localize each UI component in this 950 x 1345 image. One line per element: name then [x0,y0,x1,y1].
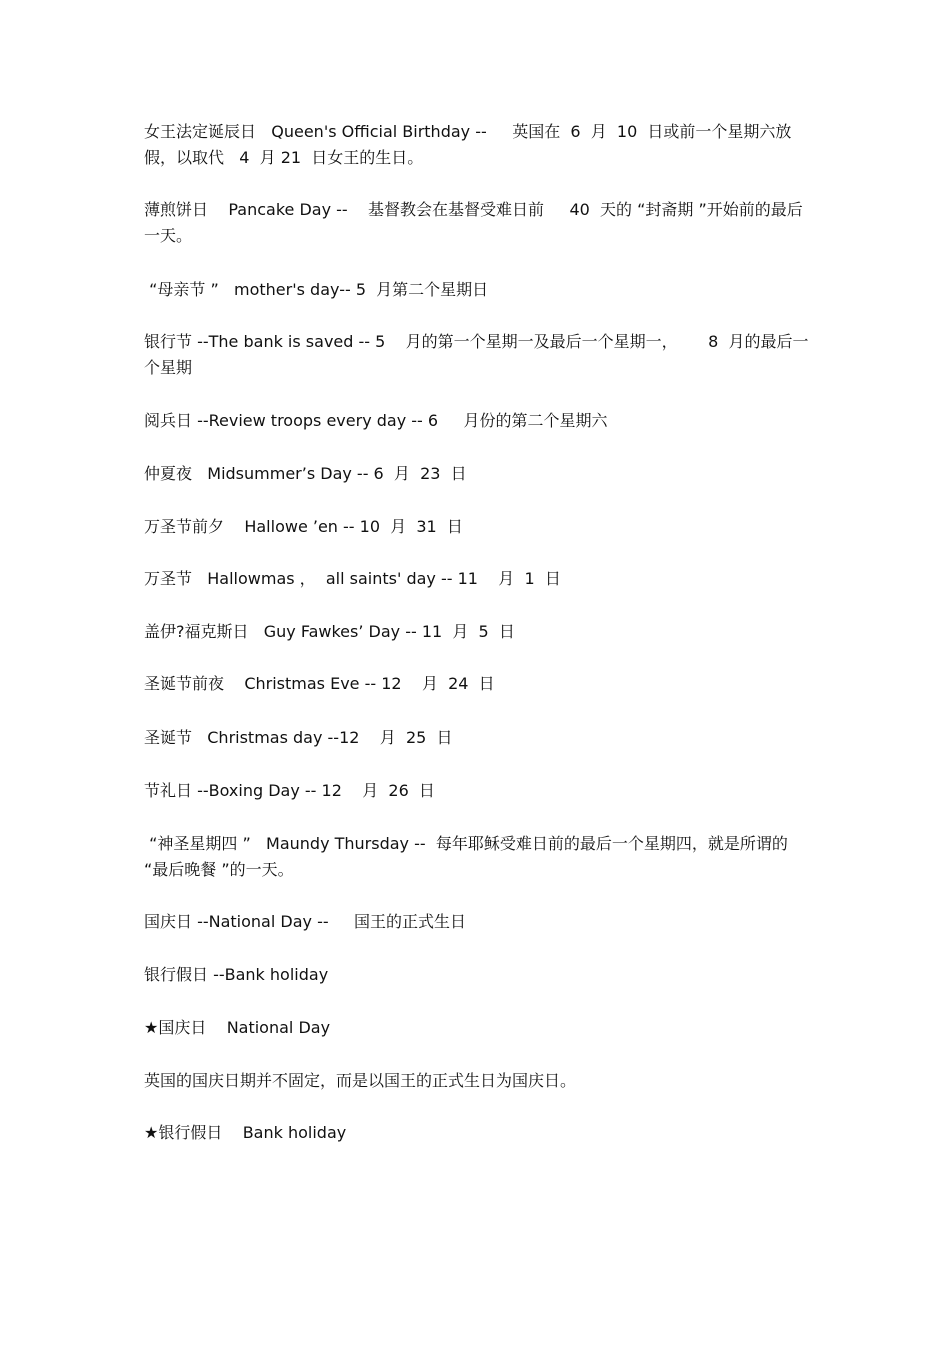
heading-national-day: ★国庆日 National Day [144,1018,331,1037]
paragraph-review-troops: 阅兵日 --Review troops every day -- 6 月份的第二个星期六 [144,411,608,430]
paragraph-bank-holiday: 银行假日 --Bank holiday [144,965,329,984]
paragraph-christmas-eve: 圣诞节前夜 Christmas Eve -- 12 月 24 日 [144,674,495,693]
paragraph-midsummer: 仲夏夜 Midsummer’s Day -- 6 月 23 日 [144,464,467,483]
heading-bank-holiday: ★银行假日 Bank holiday [144,1123,347,1142]
paragraph-national-day-note: 英国的国庆日期并不固定，而是以国王的正式生日为国庆日。 [144,1071,577,1090]
paragraph-pancake-day: 薄煎饼日 Pancake Day -- 基督教会在基督受难日前 40 天的 “封斋期 ”开始前的最后一天。 [144,200,803,245]
paragraph-hallowmas: 万圣节 Hallowmas ， all saints' day -- 11 月 1 日 [144,569,561,588]
paragraph-mothers-day: “母亲节 ” mother's day-- 5 月第二个星期日 [144,280,489,299]
paragraph-boxing-day: 节礼日 --Boxing Day -- 12 月 26 日 [144,781,435,800]
paragraph-queens-birthday: 女王法定诞辰日 Queen's Official Birthday -- 英国在 6 月 10 日或前一个星期六放假，以取代 4 月 21 日女王的生日。 [144,122,792,167]
paragraph-guy-fawkes: 盖伊?福克斯日 Guy Fawkes’ Day -- 11 月 5 日 [144,622,515,641]
paragraph-maundy-thursday: “神圣星期四 ” Maundy Thursday -- 每年耶稣受难日前的最后一个星期四，就是所谓的 “最后晚餐 ”的一天。 [144,834,793,879]
paragraph-christmas-day: 圣诞节 Christmas day --12 月 25 日 [144,728,453,747]
paragraph-bank-day: 银行节 --The bank is saved -- 5 月的第一个星期一及最后一个星期一， 8 月的最后一个星期 [144,332,809,377]
paragraph-national-day: 国庆日 --National Day -- 国王的正式生日 [144,912,467,931]
paragraph-halloween: 万圣节前夕 Hallowe ’en -- 10 月 31 日 [144,517,463,536]
